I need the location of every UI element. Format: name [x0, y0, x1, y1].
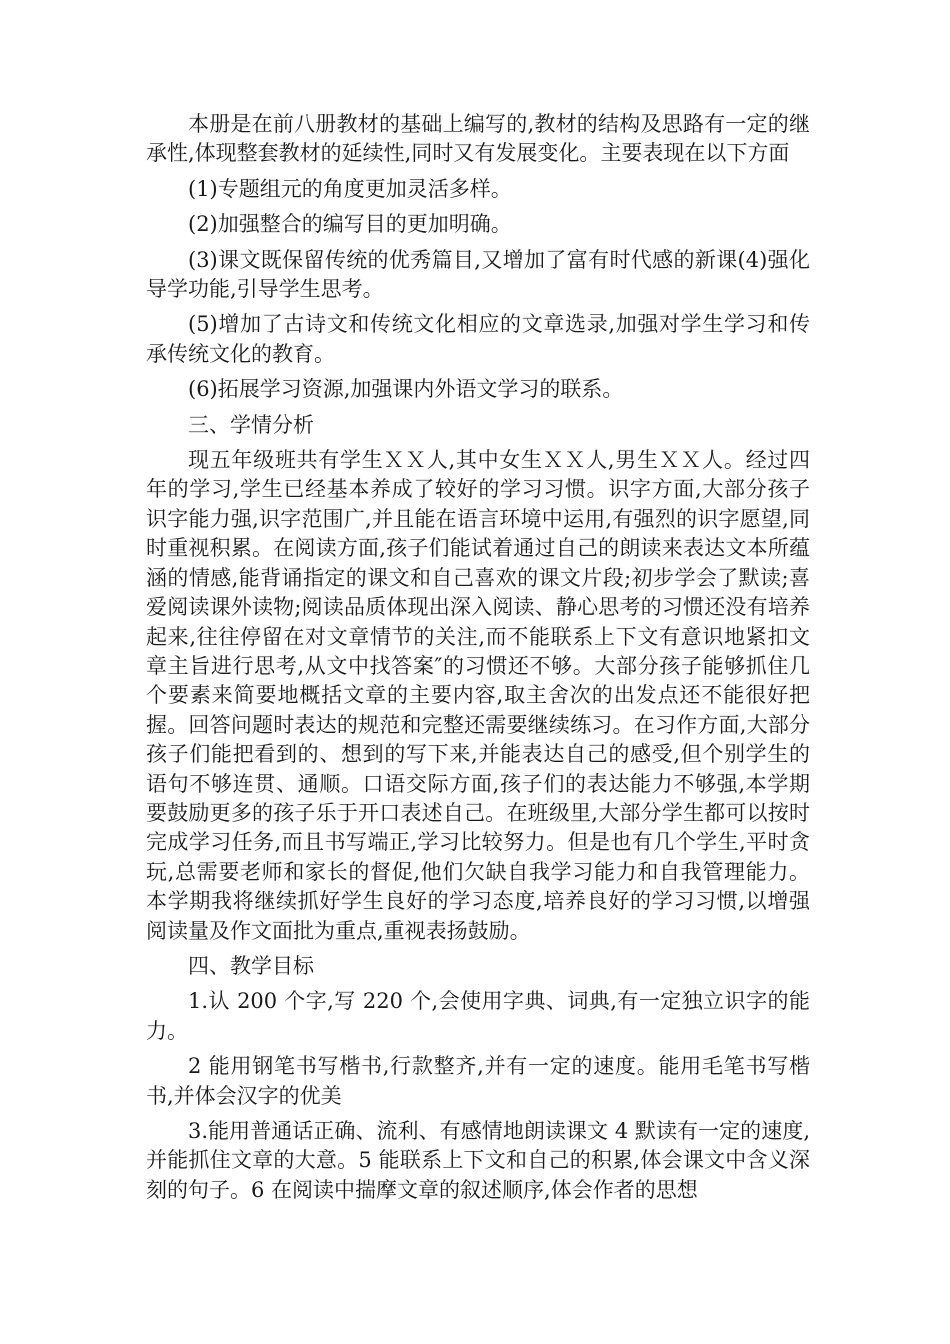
paragraph-intro: 本册是在前八册教材的基础上编写的,教材的结构及思路有一定的继承性,体现整套教材的延续性,同时又有发展变化。主要表现在以下方面 — [146, 112, 810, 166]
paragraph-goal-2: 2 能用钢笔书写楷书,行款整齐,并有一定的速度。能用毛笔书写楷书,并体会汉字的优美 — [146, 1054, 810, 1108]
paragraph-item-6: (6)拓展学习资源,加强课内外语文学习的联系。 — [188, 377, 624, 402]
section-heading-teaching-goals: 四、教学目标 — [188, 953, 314, 978]
paragraph-goal-3: 3.能用普通话正确、流利、有感情地朗读课文 4 默读有一定的速度,并能抓住文章的大意。5 能联系上下文和自己的积累,体会课文中含义深刻的句子。6 在阅读中揣摩文章的叙述顺序,体会作者的思想 — [146, 1119, 810, 1202]
paragraph-item-3: (3)课文既保留传统的优秀篇目,又增加了富有时代感的新课(4)强化导学功能,引导学生思考。 — [146, 247, 810, 302]
paragraph-item-1: (1)专题组元的角度更加灵活多样。 — [188, 176, 512, 201]
paragraph-item-2: (2)加强整合的编写目的更加明确。 — [188, 212, 512, 237]
paragraph-goal-1: 1.认 200 个字,写 220 个,会使用字典、词典,有一定独立识字的能力。 — [146, 989, 810, 1043]
paragraph-student-analysis: 现五年级班共有学生ＸＸ人,其中女生ＸＸ人,男生ＸＸ人。经过四年的学习,学生已经基本养成了较好的学习习惯。识字方面,大部分孩子识字能力强,识字范围广,并且能在语言环境中运用,有强烈的识字愿望,同时重视积累。在阅读方面,孩子们能试着通过自己的朗读来表达文本所蕴涵的情感,能背诵指定的课文和自己喜欢的课文片段;初步学会了默读;喜爱阅读课外读物;阅读品质体现出深入阅读、静心思考的习惯还没有培养起来,往往停留在对文章情节的关注,而不能联系上下文有意识地紧扣文章主旨进行思考,从文中找答案″的习惯还不够。大部分孩子能够抓住几个要素来简要地概括文章的主要内容,取主舍次的出发点还不能很好把握。回答问题时表达的规范和完整还需要继续练习。在习作方面,大部分孩子们能把看到的、想到的写下来,并能表达自己的感受,但个别学生的语句不够连贯、通顺。口语交际方面,孩子们的表达能力不够强,本学期要鼓励更多的孩子乐于开口表述自己。在班级里,大部分学生都可以按时完成学习任务,而且书写端正,学习比较努力。但是也有几个学生,平时贪玩,总需要老师和家长的督促,他们欠缺自我学习能力和自我管理能力。本学期我将继续抓好学生良好的学习态度,培养良好的学习习惯,以增强阅读量及作文面批为重点,重视表扬鼓励。 — [146, 448, 810, 943]
paragraph-item-5: (5)增加了古诗文和传统文化相应的文章选录,加强对学生学习和传承传统文化的教育。 — [146, 312, 810, 366]
document-body — [146, 110, 810, 1205]
section-heading-student-analysis: 三、学情分析 — [188, 412, 314, 437]
